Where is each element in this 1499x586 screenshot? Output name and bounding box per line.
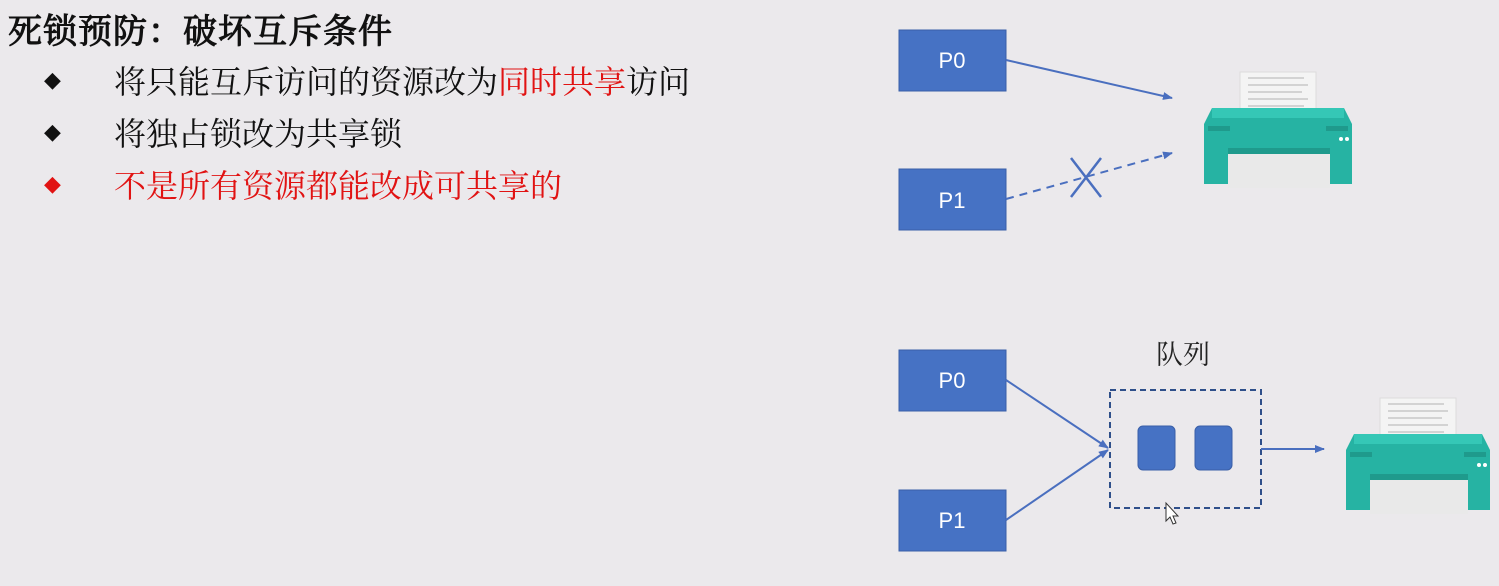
printer-icon	[1204, 72, 1352, 188]
bullet-text-2: 将独占锁改为共享锁	[114, 115, 403, 153]
blocked-x-icon	[1071, 158, 1101, 197]
top-p0-arrow	[1006, 60, 1172, 98]
bullet-text-1-after: 访问	[626, 63, 691, 101]
top-diagram	[899, 30, 1352, 230]
top-p1-dashed-arrow	[1006, 153, 1172, 199]
queue-item	[1195, 426, 1232, 470]
bottom-process-p1-label: P1	[938, 508, 966, 533]
page-title: 死锁预防：破坏互斥条件	[8, 12, 393, 52]
bottom-p1-arrow	[1006, 450, 1108, 520]
queue-item	[1138, 426, 1175, 470]
bullet-text-1-before: 将只能互斥访问的资源改为	[114, 63, 499, 101]
bullet-text-1-highlight: 同时共享	[498, 63, 627, 101]
queue-label: 队列	[1156, 340, 1210, 371]
top-process-p0-label: P0	[938, 48, 966, 73]
diamond-bullet-icon: ◆	[44, 119, 61, 145]
diamond-bullet-icon: ◆	[44, 171, 61, 197]
diamond-bullet-icon: ◆	[44, 67, 61, 93]
printer-icon	[1346, 398, 1490, 514]
queue-box	[1110, 390, 1261, 508]
bottom-process-p0-label: P0	[938, 368, 966, 393]
top-process-p1-label: P1	[938, 188, 966, 213]
bottom-diagram	[899, 340, 1490, 551]
bullet-text-3: 不是所有资源都能改成可共享的	[114, 167, 563, 205]
bottom-p0-arrow	[1006, 380, 1108, 448]
mouse-cursor-icon	[1166, 503, 1178, 524]
